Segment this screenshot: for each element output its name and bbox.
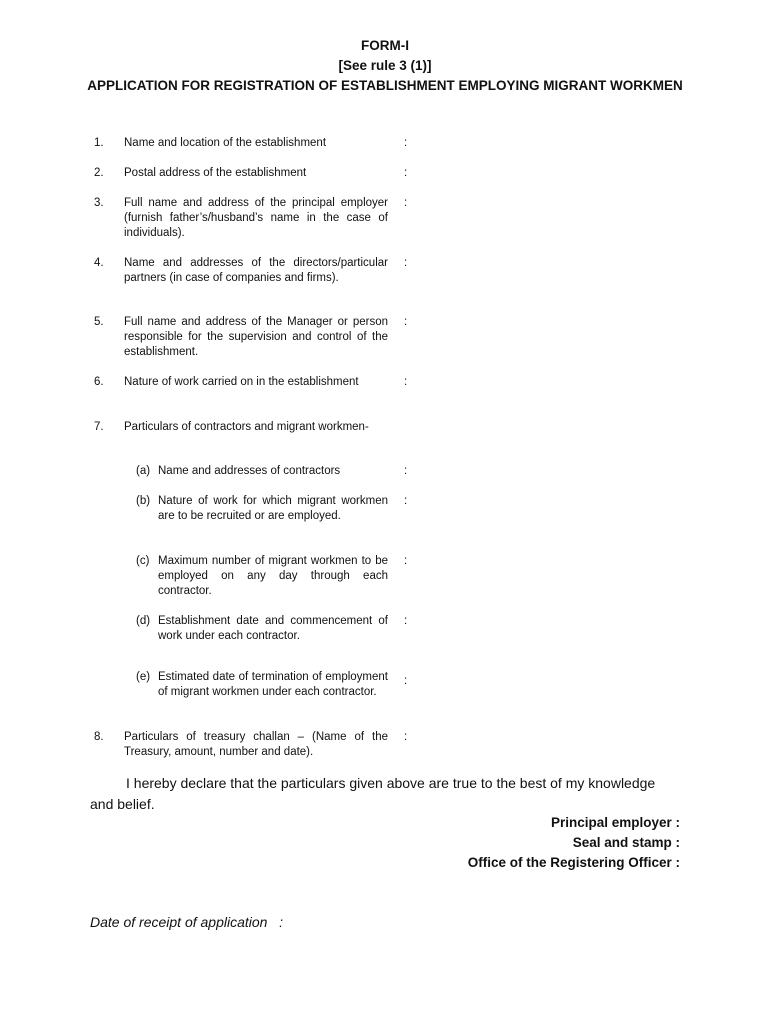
item-colon: :: [404, 615, 408, 627]
item-colon: :: [404, 555, 408, 567]
principal-employer-label: Principal employer :: [550, 815, 680, 830]
item-text: Full name and address of the Manager or person responsible for the supervision and control of the establishment.: [124, 316, 388, 358]
rule-reference: [See rule 3 (1)]: [338, 58, 432, 73]
item-text: Nature of work carried on in the establishment: [124, 376, 359, 388]
item-colon: :: [404, 316, 408, 328]
item-text: Name and location of the establishment: [124, 137, 327, 149]
item-colon: :: [404, 167, 408, 179]
item-number: 8.: [94, 731, 104, 743]
item-text: Particulars of treasury challan – (Name of the Treasury, amount, number and date).: [124, 731, 388, 758]
declaration-text: I hereby declare that the particulars given above are true to the best of my knowledge and belief.: [90, 775, 656, 812]
date-of-receipt-label: Date of receipt of application :: [90, 914, 283, 930]
seal-and-stamp-label: Seal and stamp :: [572, 835, 680, 850]
item-colon: :: [404, 197, 408, 209]
item-number: 3.: [94, 197, 104, 209]
item-number: 6.: [94, 376, 104, 388]
item-colon: :: [404, 495, 408, 507]
item-text: Particulars of contractors and migrant workmen-: [124, 421, 369, 433]
subitem-letter: (a): [136, 465, 151, 477]
item-colon: :: [404, 257, 408, 269]
subitem-letter: (e): [136, 671, 151, 683]
subitem-text: Estimated date of termination of employment of migrant workmen under each contractor.: [158, 671, 388, 698]
item-text: Name and addresses of the directors/particular partners (in case of companies and firms).: [124, 257, 388, 284]
item-text: Full name and address of the principal employer (furnish father’s/husband’s name in the case of individuals).: [124, 197, 388, 239]
subitem-text: Maximum number of migrant workmen to be employed on any day through each contractor.: [158, 555, 388, 597]
form-header: [0, 36, 770, 96]
item-number: 5.: [94, 316, 104, 328]
subitem-text: Nature of work for which migrant workmen are to be recruited or are employed.: [158, 495, 388, 522]
item-number: 2.: [94, 167, 104, 179]
item-colon: :: [404, 137, 408, 149]
item-number: 1.: [94, 137, 104, 149]
item-colon: :: [404, 731, 408, 743]
subitem-letter: (b): [136, 495, 151, 507]
registering-officer-label: Office of the Registering Officer :: [467, 855, 680, 870]
subitem-text: Establishment date and commencement of work under each contractor.: [158, 615, 388, 642]
item-number: 7.: [94, 421, 104, 433]
form-heading: APPLICATION FOR REGISTRATION OF ESTABLISHMENT EMPLOYING MIGRANT WORKMEN: [87, 78, 683, 93]
subitem-letter: (c): [136, 555, 150, 567]
item-number: 4.: [94, 257, 104, 269]
item-colon: :: [404, 465, 408, 477]
form-title: FORM-I: [361, 38, 409, 53]
item-text: Postal address of the establishment: [124, 167, 307, 179]
subitem-letter: (d): [136, 615, 151, 627]
item-colon: :: [404, 376, 408, 388]
item-colon: :: [404, 675, 408, 687]
subitem-text: Name and addresses of contractors: [158, 465, 341, 477]
